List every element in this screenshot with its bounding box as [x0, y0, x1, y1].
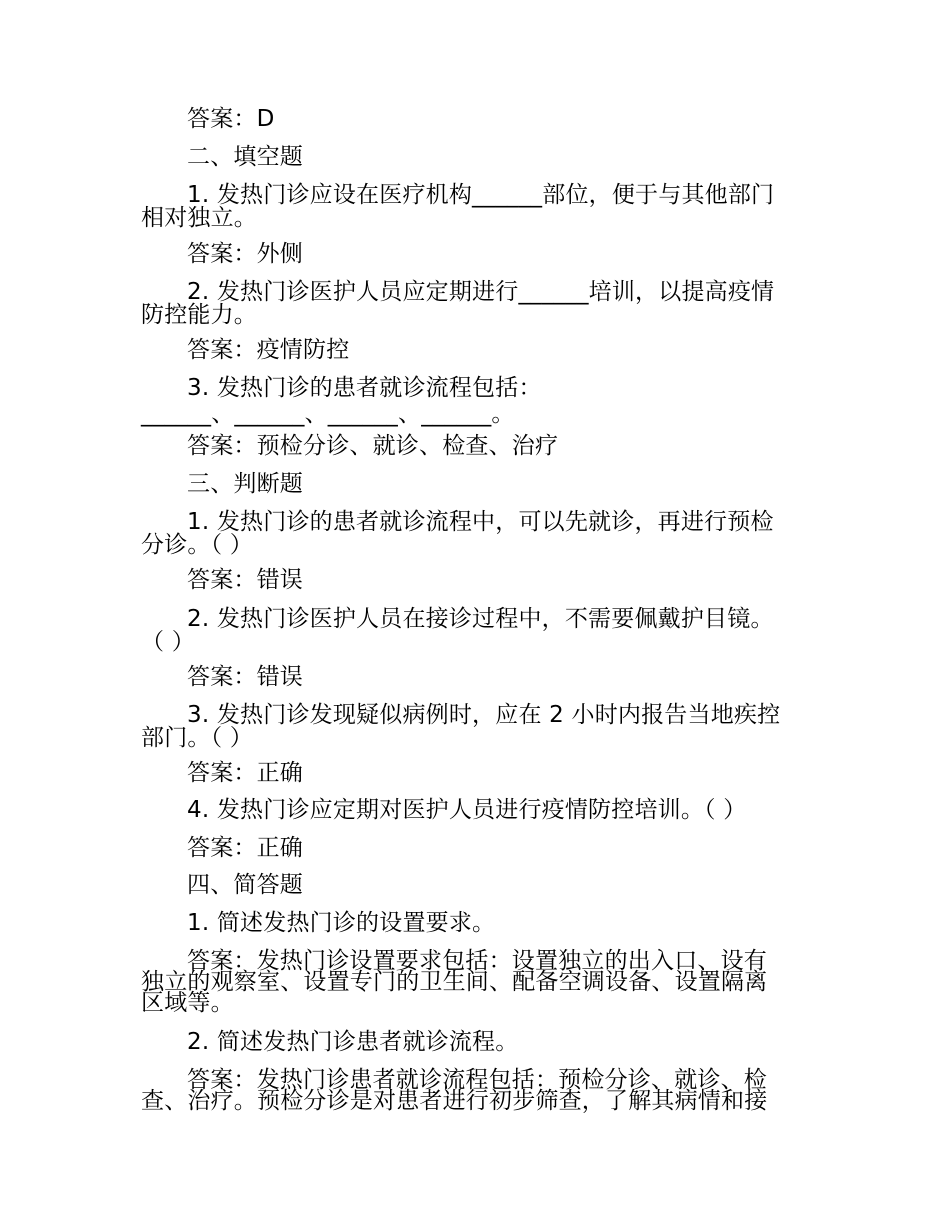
answer-line: 答案：预检分诊、就诊、检查、治疗 [187, 433, 559, 459]
section-heading-short-answer: 四、简答题 [187, 872, 303, 898]
answer-line: 答案：疫情防控 [187, 337, 350, 363]
question-line: 2. 简述发热门诊患者就诊流程。 [187, 1029, 519, 1055]
question-line-continued: 相对独立。 [141, 205, 257, 231]
answer-line: 答案：D [187, 106, 275, 132]
answer-line-continued: 独立的观察室、设置专门的卫生间、配备空调设备、设置隔离 [141, 969, 768, 995]
question-line: 2. 发热门诊医护人员应定期进行______培训，以提高疫情 [187, 279, 775, 305]
question-line: 1. 简述发热门诊的设置要求。 [187, 910, 496, 936]
question-line: 1. 发热门诊应设在医疗机构______部位，便于与其他部门 [187, 182, 775, 208]
question-line-continued: ______、______、______、______。 [141, 401, 515, 427]
answer-line: 答案：发热门诊设置要求包括：设置独立的出入口、设有 [187, 948, 767, 974]
question-line: 2. 发热门诊医护人员在接诊过程中，不需要佩戴护目镜。 [187, 606, 774, 632]
answer-line: 答案：正确 [187, 760, 303, 786]
question-line-continued: 防控能力。 [141, 302, 257, 328]
answer-line-continued: 区域等。 [141, 990, 234, 1016]
answer-line: 答案：外侧 [187, 241, 303, 267]
question-line: 1. 发热门诊的患者就诊流程中，可以先就诊，再进行预检 [187, 509, 774, 535]
question-line-continued: 分诊。（ ） [141, 532, 254, 558]
question-line-continued: （ ） [141, 629, 195, 655]
answer-line: 答案：正确 [187, 835, 303, 861]
answer-line: 答案：错误 [187, 567, 303, 593]
question-line: 3. 发热门诊发现疑似病例时，应在 2 小时内报告当地疾控 [187, 702, 781, 728]
section-heading-fill-blank: 二、填空题 [187, 144, 303, 170]
answer-line: 答案：错误 [187, 664, 303, 690]
question-line: 4. 发热门诊应定期对医护人员进行疫情防控培训。（ ） [187, 797, 747, 823]
answer-line: 答案：发热门诊患者就诊流程包括：预检分诊、就诊、检 [187, 1067, 767, 1093]
question-line: 3. 发热门诊的患者就诊流程包括： [187, 375, 542, 401]
answer-line-continued: 查、治疗。预检分诊是对患者进行初步筛查，了解其病情和接 [141, 1088, 768, 1114]
section-heading-true-false: 三、判断题 [187, 471, 303, 497]
question-line-continued: 部门。（ ） [141, 725, 254, 751]
